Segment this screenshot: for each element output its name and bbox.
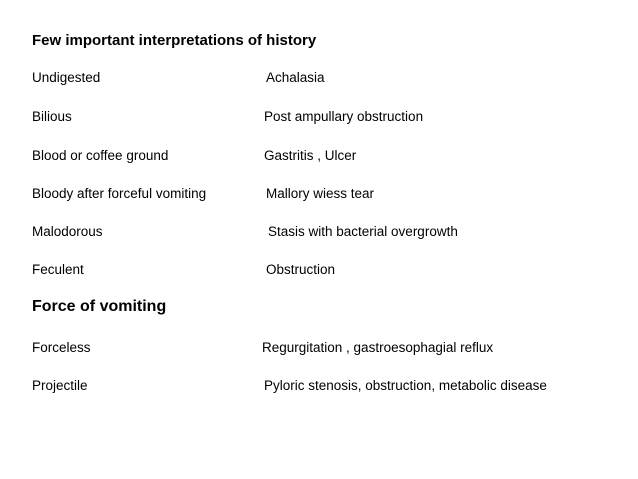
meaning-label: Gastritis , Ulcer: [264, 148, 357, 163]
term-label: Undigested: [32, 70, 101, 85]
list-item-malodorous: [32, 224, 622, 244]
meaning-label: Obstruction: [266, 262, 336, 277]
meaning-label: Pyloric stenosis, obstruction, metabolic disease: [264, 378, 547, 393]
list-item-undigested: [32, 70, 622, 90]
section-heading-interpretations: Few important interpretations of history: [32, 32, 317, 49]
section-heading-force: Force of vomiting: [32, 298, 167, 315]
meaning-label: Post ampullary obstruction: [264, 109, 424, 124]
meaning-label: Stasis with bacterial overgrowth: [268, 224, 458, 239]
meaning-label: Achalasia: [266, 70, 325, 85]
term-label: Forceless: [32, 340, 91, 355]
term-label: Feculent: [32, 262, 84, 277]
list-item-forceless: [32, 340, 622, 360]
list-item-projectile: [32, 378, 622, 398]
list-item-feculent: [32, 262, 622, 282]
list-item-bilious: [32, 109, 622, 129]
meaning-label: Mallory wiess tear: [266, 186, 375, 201]
term-label: Projectile: [32, 378, 88, 393]
list-item-blood-or-coffee-ground: [32, 148, 622, 168]
meaning-label: Regurgitation , gastroesophagial reflux: [262, 340, 494, 355]
term-label: Bloody after forceful vomiting: [32, 186, 207, 201]
term-label: Malodorous: [32, 224, 103, 239]
term-label: Blood or coffee ground: [32, 148, 169, 163]
list-item-bloody-after-forceful-vomiting: [32, 186, 622, 206]
term-label: Bilious: [32, 109, 72, 124]
